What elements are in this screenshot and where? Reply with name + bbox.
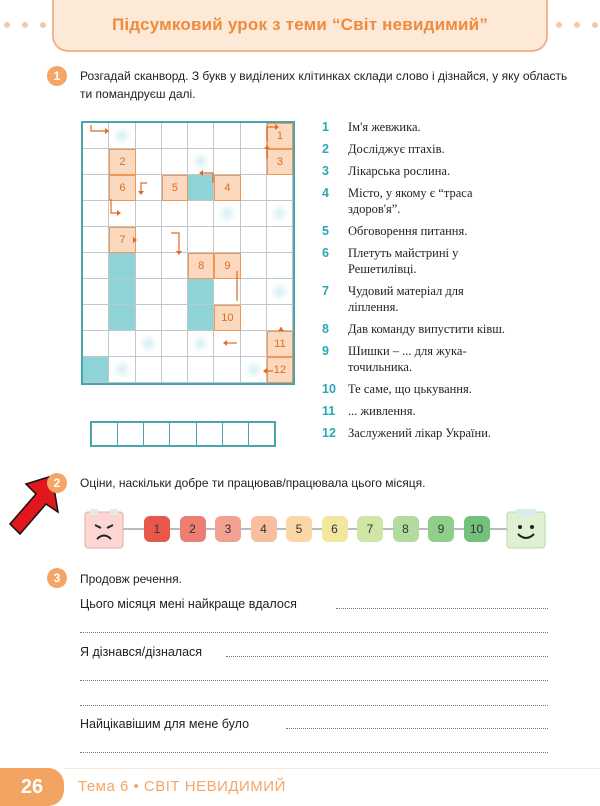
clue-item bbox=[322, 119, 592, 135]
rating-option-7[interactable]: 7 bbox=[357, 516, 383, 542]
clue-text: ... живлення. bbox=[348, 404, 416, 418]
clue-item bbox=[322, 245, 497, 277]
happy-face-icon bbox=[506, 509, 546, 549]
grid-cell[interactable] bbox=[109, 279, 135, 305]
grid-cell[interactable] bbox=[83, 279, 109, 305]
grid-cell[interactable] bbox=[241, 279, 267, 305]
rating-option-1[interactable]: 1 bbox=[144, 516, 170, 542]
grid-clue-9: 9 bbox=[214, 253, 240, 279]
grid-cell[interactable] bbox=[267, 175, 293, 201]
grid-cell[interactable] bbox=[188, 175, 214, 201]
clue-text: Місто, у якому є “траса здоров'я”. bbox=[348, 186, 473, 216]
clue-text: Шишки – ... для жука-точильника. bbox=[348, 344, 467, 374]
grid-cell[interactable] bbox=[109, 123, 135, 149]
crossword-grid bbox=[81, 121, 295, 385]
grid-clue-6: 6 bbox=[109, 175, 135, 201]
grid-clue-8: 8 bbox=[188, 253, 214, 279]
grid-cell[interactable] bbox=[188, 227, 214, 253]
grid-cell[interactable] bbox=[162, 357, 188, 383]
task-3-instructions: Продовж речення. bbox=[80, 572, 182, 586]
clue-number: 6 bbox=[322, 246, 329, 260]
grid-clue-2: 2 bbox=[109, 149, 135, 175]
grid-cell[interactable] bbox=[241, 253, 267, 279]
grid-cell[interactable] bbox=[214, 123, 240, 149]
clue-text: Досліджує птахів. bbox=[348, 142, 445, 156]
grid-cell[interactable] bbox=[267, 201, 293, 227]
answer-line-5[interactable] bbox=[80, 705, 548, 706]
clue-text: Ім'я жевжика. bbox=[348, 120, 421, 134]
grid-cell[interactable] bbox=[136, 123, 162, 149]
rating-option-6[interactable]: 6 bbox=[322, 516, 348, 542]
grid-clue-12: 12 bbox=[267, 357, 293, 383]
grid-cell[interactable] bbox=[241, 357, 267, 383]
rating-option-2[interactable]: 2 bbox=[180, 516, 206, 542]
grid-cell[interactable] bbox=[214, 227, 240, 253]
clue-number: 12 bbox=[322, 426, 336, 440]
answer-line-7[interactable] bbox=[80, 752, 548, 753]
rating-option-8[interactable]: 8 bbox=[393, 516, 419, 542]
grid-cell[interactable] bbox=[136, 331, 162, 357]
decorative-dots-right bbox=[556, 22, 598, 28]
clue-item bbox=[322, 185, 522, 217]
grid-cell[interactable] bbox=[136, 175, 162, 201]
clue-item bbox=[322, 403, 592, 419]
grid-cell[interactable] bbox=[188, 149, 214, 175]
rating-option-10[interactable]: 10 bbox=[464, 516, 490, 542]
grid-cell[interactable] bbox=[162, 227, 188, 253]
clue-number: 5 bbox=[322, 224, 329, 238]
grid-cell[interactable] bbox=[83, 227, 109, 253]
grid-cell[interactable] bbox=[241, 123, 267, 149]
grid-cell[interactable] bbox=[267, 305, 293, 331]
grid-cell[interactable] bbox=[136, 227, 162, 253]
answer-line-2[interactable] bbox=[80, 632, 548, 633]
answer-box[interactable] bbox=[118, 423, 144, 445]
grid-clue-3: 3 bbox=[267, 149, 293, 175]
grid-cell[interactable] bbox=[83, 149, 109, 175]
clue-text: Чудовий матеріал для ліплення. bbox=[348, 284, 464, 314]
clue-number: 3 bbox=[322, 164, 329, 178]
page-title: Підсумковий урок з теми “Світ невидимий” bbox=[111, 15, 489, 34]
page-number: 26 bbox=[0, 768, 64, 806]
clue-item bbox=[322, 343, 497, 375]
prompt-3-label: Найцікавішим для мене було bbox=[80, 717, 250, 731]
grid-cell[interactable] bbox=[162, 201, 188, 227]
decorative-dots-left bbox=[4, 22, 46, 28]
clue-item bbox=[322, 141, 592, 157]
grid-cell[interactable] bbox=[136, 305, 162, 331]
clue-text: Заслужений лікар України. bbox=[348, 426, 492, 440]
rating-option-3[interactable]: 3 bbox=[215, 516, 241, 542]
page-header bbox=[52, 0, 548, 52]
clue-item bbox=[322, 381, 592, 397]
grid-cell[interactable] bbox=[188, 357, 214, 383]
prompt-2-label: Я дізнався/дізналася bbox=[80, 645, 203, 659]
task-2-instructions: Оціни, наскільки добре ти працював/працювала цього місяця. bbox=[80, 476, 426, 490]
grid-cell[interactable] bbox=[136, 201, 162, 227]
grid-cell[interactable] bbox=[109, 201, 135, 227]
grid-cell[interactable] bbox=[188, 331, 214, 357]
grid-cell[interactable] bbox=[188, 305, 214, 331]
clue-item bbox=[322, 283, 487, 315]
clue-item bbox=[322, 321, 592, 337]
clue-number: 10 bbox=[322, 382, 336, 396]
clue-number: 2 bbox=[322, 142, 329, 156]
grid-clue-5: 5 bbox=[162, 175, 188, 201]
grid-cell[interactable] bbox=[162, 331, 188, 357]
grid-cell[interactable] bbox=[83, 201, 109, 227]
grid-cell[interactable] bbox=[188, 279, 214, 305]
clue-item bbox=[322, 425, 592, 441]
clue-text: Плетуть майстрині у Решетилівці. bbox=[348, 246, 459, 276]
answer-box[interactable] bbox=[92, 423, 118, 445]
clue-text: Обговорення питання. bbox=[348, 224, 468, 238]
grid-cell[interactable] bbox=[109, 305, 135, 331]
grid-cell[interactable] bbox=[83, 305, 109, 331]
grid-cell[interactable] bbox=[241, 201, 267, 227]
grid-cell[interactable] bbox=[188, 201, 214, 227]
task-2-number: 2 bbox=[47, 473, 67, 493]
grid-cell[interactable] bbox=[241, 305, 267, 331]
answer-box[interactable] bbox=[223, 423, 249, 445]
grid-cell[interactable] bbox=[136, 357, 162, 383]
answer-box[interactable] bbox=[197, 423, 223, 445]
grid-cell[interactable] bbox=[162, 253, 188, 279]
clue-number: 7 bbox=[322, 284, 329, 298]
clue-number: 11 bbox=[322, 404, 336, 418]
grid-cell[interactable] bbox=[109, 357, 135, 383]
grid-clue-1: 1 bbox=[267, 123, 293, 149]
grid-cell[interactable] bbox=[83, 175, 109, 201]
grid-cell[interactable] bbox=[162, 279, 188, 305]
grid-clue-7: 7 bbox=[109, 227, 135, 253]
grid-clue-11: 11 bbox=[267, 331, 293, 357]
clue-number: 8 bbox=[322, 322, 329, 336]
grid-clue-10: 10 bbox=[214, 305, 240, 331]
prompt-1-label: Цього місяця мені найкраще вдалося bbox=[80, 597, 297, 611]
answer-box[interactable] bbox=[144, 423, 170, 445]
clue-text: Дав команду випустити ківш. bbox=[348, 322, 506, 336]
task-1-number: 1 bbox=[47, 66, 67, 86]
grid-cell[interactable] bbox=[83, 123, 109, 149]
grid-cell[interactable] bbox=[214, 331, 240, 357]
clue-number: 9 bbox=[322, 344, 329, 358]
grid-cell[interactable] bbox=[162, 123, 188, 149]
grid-cell[interactable] bbox=[267, 279, 293, 305]
grid-cell[interactable] bbox=[162, 305, 188, 331]
answer-line-4[interactable] bbox=[80, 680, 548, 681]
answer-word-boxes[interactable] bbox=[90, 421, 276, 447]
grid-cell[interactable] bbox=[241, 331, 267, 357]
clue-list bbox=[322, 119, 592, 447]
grid-cell[interactable] bbox=[214, 201, 240, 227]
answer-box[interactable] bbox=[170, 423, 196, 445]
clue-number: 1 bbox=[322, 120, 329, 134]
grid-cell[interactable] bbox=[267, 253, 293, 279]
grid-cell[interactable] bbox=[241, 227, 267, 253]
rating-option-9[interactable]: 9 bbox=[428, 516, 454, 542]
clue-text: Лікарська рослина. bbox=[348, 164, 451, 178]
grid-cell[interactable] bbox=[267, 227, 293, 253]
answer-box[interactable] bbox=[249, 423, 274, 445]
grid-cell[interactable] bbox=[109, 253, 135, 279]
answer-line-3[interactable] bbox=[226, 656, 548, 657]
rating-option-5[interactable]: 5 bbox=[286, 516, 312, 542]
grid-cell[interactable] bbox=[214, 279, 240, 305]
grid-cell[interactable] bbox=[136, 253, 162, 279]
grid-cell[interactable] bbox=[136, 149, 162, 175]
grid-cell[interactable] bbox=[83, 253, 109, 279]
grid-cell[interactable] bbox=[188, 123, 214, 149]
task-1-instructions: Розгадай сканворд. З букв у виділених клітинках склади слово і дізнайся, у яку область ти помандруєш далі. bbox=[80, 69, 568, 101]
answer-line-1[interactable] bbox=[336, 608, 548, 609]
grid-cell[interactable] bbox=[136, 279, 162, 305]
grid-cell[interactable] bbox=[214, 357, 240, 383]
grid-cell[interactable] bbox=[214, 149, 240, 175]
grid-clue-4: 4 bbox=[214, 175, 240, 201]
grid-cell[interactable] bbox=[162, 149, 188, 175]
clue-item bbox=[322, 163, 592, 179]
grid-cell[interactable] bbox=[83, 331, 109, 357]
footer-topic: Тема 6 • СВІТ НЕВИДИМИЙ bbox=[78, 778, 286, 795]
sad-face-icon bbox=[84, 509, 124, 549]
task-3-number: 3 bbox=[47, 568, 67, 588]
clue-text: Те саме, що цькування. bbox=[348, 382, 472, 396]
rating-option-4[interactable]: 4 bbox=[251, 516, 277, 542]
grid-cell[interactable] bbox=[241, 175, 267, 201]
answer-line-6[interactable] bbox=[286, 728, 548, 729]
grid-cell[interactable] bbox=[241, 149, 267, 175]
clue-item bbox=[322, 223, 592, 239]
grid-cell[interactable] bbox=[83, 357, 109, 383]
grid-cell[interactable] bbox=[109, 331, 135, 357]
clue-number: 4 bbox=[322, 186, 329, 200]
